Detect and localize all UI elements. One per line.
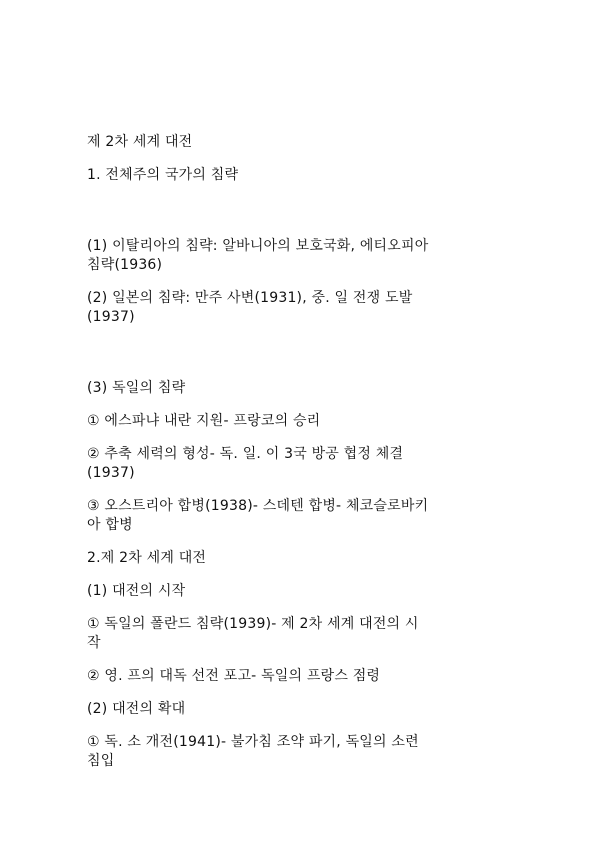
section-heading: 2.제 2차 세계 대전 bbox=[87, 550, 207, 566]
section-heading: 1. 전체주의 국가의 침략 bbox=[87, 167, 239, 183]
paragraph: (2) 일본의 침략: 만주 사변(1931), 중. 일 전쟁 도발 (1937) bbox=[87, 290, 413, 325]
document-body bbox=[87, 133, 512, 785]
subsection-heading: (3) 독일의 침략 bbox=[87, 380, 186, 396]
list-item: ② 영. 프의 대독 선전 포고- 독일의 프랑스 점령 bbox=[87, 668, 381, 684]
subsection-heading: (2) 대전의 확대 bbox=[87, 701, 186, 717]
list-item: ② 추축 세력의 형성- 독. 일. 이 3국 방공 협정 체결 (1937) bbox=[87, 446, 404, 481]
list-item: ① 독. 소 개전(1941)- 불가침 조약 파기, 독일의 소련 침입 bbox=[87, 734, 419, 769]
list-item: ① 에스파냐 내란 지원- 프랑코의 승리 bbox=[87, 413, 321, 429]
list-item: ③ 오스트리아 합병(1938)- 스데텐 합병- 체코슬로바키 아 합병 bbox=[87, 498, 429, 533]
paragraph: (1) 이탈리아의 침략: 알바니아의 보호국화, 에티오피아 침략(1936) bbox=[87, 238, 429, 273]
list-item: ① 독일의 폴란드 침략(1939)- 제 2차 세계 대전의 시 작 bbox=[87, 616, 419, 651]
subsection-heading: (1) 대전의 시작 bbox=[87, 583, 186, 599]
document-title: 제 2차 세계 대전 bbox=[87, 134, 193, 150]
